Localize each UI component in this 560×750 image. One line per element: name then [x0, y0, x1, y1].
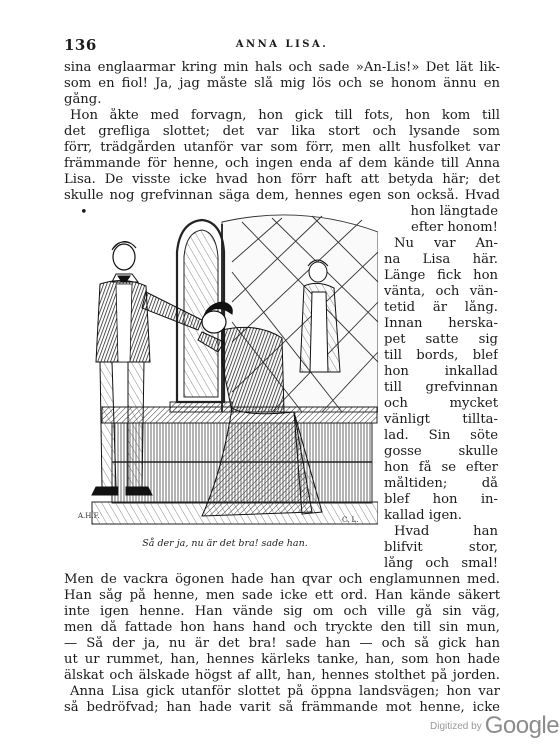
illustration-caption: Så der ja, nu är det bra! sade han. [142, 538, 308, 549]
text-line: hon längtade [410, 204, 498, 219]
page-header [64, 36, 500, 54]
text-line: vänta, och vän- [384, 284, 498, 299]
text-line: det grefliga slottet; det var lika stort och lysande som [64, 124, 500, 139]
text-line: kallad igen. [384, 508, 462, 523]
text-line: som en fiol! Ja, jag måste slå mig lös och se honom ännu en [64, 76, 500, 91]
text-line: lång och smal! [384, 556, 498, 571]
running-title: ANNA LISA. [235, 39, 329, 50]
text-line: förr, trädgården utanför var som förr, men allt husfolket var [64, 140, 500, 155]
text-line: Hon åkte med forvagn, hon gick till fots, hon kom till [70, 108, 500, 123]
engraver-mark-left: A.H.F. [78, 512, 100, 520]
text-line: främmande för henne, och ingen enda af dem kände till Anna [64, 156, 500, 171]
text-line: måltiden; då [384, 476, 498, 491]
text-line: pet satte sig [384, 332, 498, 347]
text-line: efter honom! [411, 220, 498, 235]
engraving-svg [72, 212, 378, 532]
text-line: na Lisa här. [384, 252, 498, 267]
text-line: men då fattade hon hans hand och tryckte den till sin mun, [64, 620, 500, 635]
engraving-illustration [72, 212, 378, 532]
text-line: blef hon in- [384, 492, 498, 507]
text-line: Hvad han [394, 524, 498, 539]
printed-mark: • [80, 205, 88, 220]
page-number: 136 [64, 36, 97, 54]
text-line: — Så der ja, nu är det bra! sade han — och så gick han [64, 636, 500, 651]
text-line: hon inkallad [384, 364, 498, 379]
text-line: och mycket [384, 396, 498, 411]
text-line: Innan herska- [384, 316, 498, 331]
google-logo: Google [484, 712, 560, 739]
text-line: tetid är lång. [384, 300, 498, 315]
text-line: Nu var An- [394, 236, 498, 251]
text-line: skulle nog grefvinnan säga dem, hennes egen son också. Hvad [64, 188, 500, 203]
text-line: Han såg på henne, men sade icke ett ord. Han kände säkert [64, 588, 500, 603]
text-line: vänligt tillta- [384, 412, 498, 427]
text-line: gång. [64, 92, 102, 107]
text-line: Länge fick hon [384, 268, 498, 283]
digitized-by-google-watermark [430, 712, 559, 740]
watermark-prefix: Digitized by [430, 721, 482, 732]
text-line: sina englaarmar kring min hals och sade »An-Lis!» Det lät lik- [64, 60, 500, 75]
text-line: lad. Sin söte [384, 428, 498, 443]
text-line: Men de vackra ögonen hade han qvar och englamunnen med. [64, 572, 500, 587]
text-line: ut ur rummet, han, hennes kärleks tanke, han, som hon hade [64, 652, 500, 667]
text-line: Anna Lisa gick utanför slottet på öppna landsvägen; hon var [70, 684, 500, 699]
text-line: gosse skulle [384, 444, 498, 459]
text-line: inte igen henne. Han vände sig om och ville gå sin väg, [64, 604, 500, 619]
text-line: till bords, blef [384, 348, 498, 363]
text-line: så bedröfvad; han hade varit så främmande mot henne, icke [64, 700, 500, 715]
text-line: älskat och älskade högst af allt, han, hennes stolthet på jorden. [64, 668, 500, 683]
text-line: till grefvinnan [384, 380, 498, 395]
text-line: blifvit stor, [384, 540, 498, 555]
text-line: Lisa. De visste icke hvad hon förr haft att betyda här; det [64, 172, 500, 187]
text-line: hon få se efter [384, 460, 498, 475]
engraver-mark-right: C. L. [342, 516, 359, 524]
